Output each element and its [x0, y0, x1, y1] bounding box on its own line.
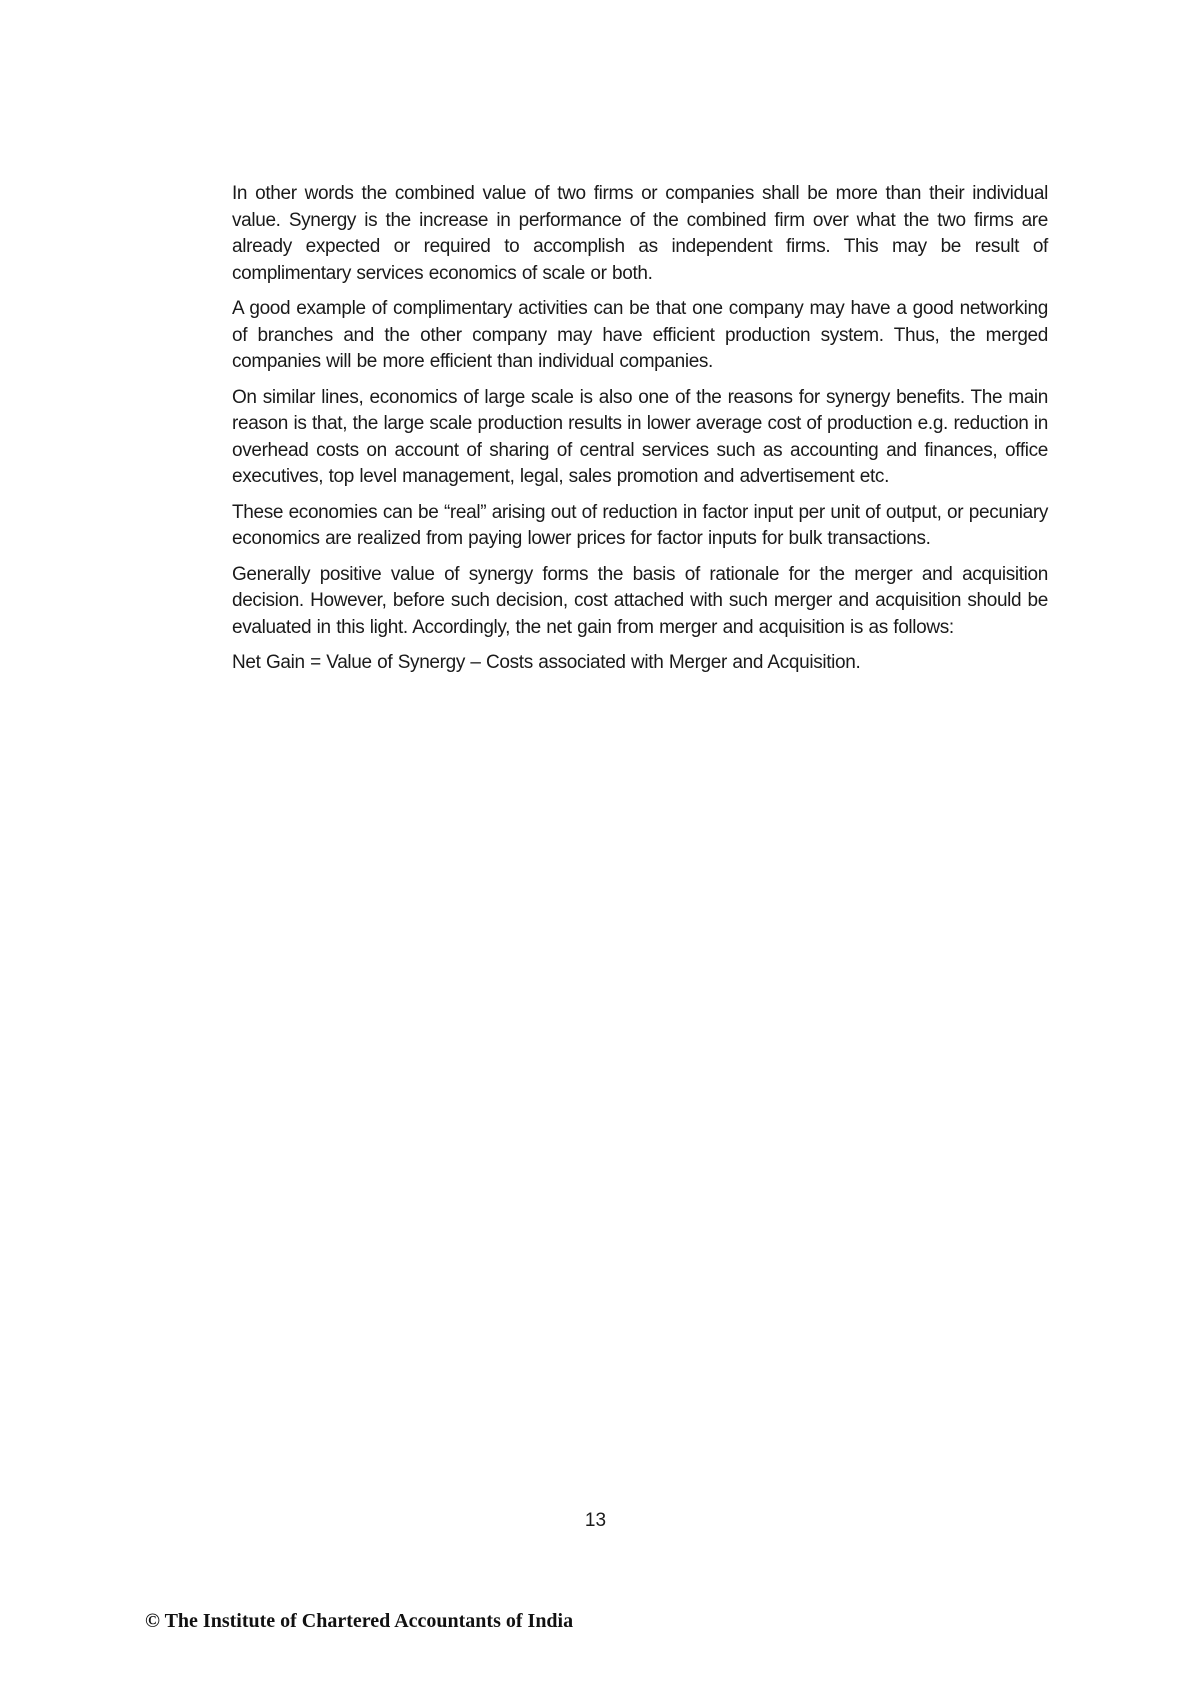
paragraph-complimentary-example: A good example of complimentary activities can be that one company may have a good networking of branches and the other company may have efficient production system. Thus, the merged companies will be more efficient than individual companies. — [232, 298, 1048, 372]
page-number: 13 — [584, 1510, 607, 1531]
paragraph-real-economies: These economies can be “real” arising out of reduction in factor input per unit of output, or pecuniary economics are realized from paying lower prices for factor inputs for bulk transactions. — [232, 501, 1048, 549]
paragraph-rationale: Generally positive value of synergy forms the basis of rationale for the merger and acquisition decision. However, before such decision, cost attached with such merger and acquisition should be evaluated in this light. Accordingly, the net gain from merger and acquisition is as follows: — [232, 563, 1048, 638]
body-text — [232, 181, 1048, 686]
paragraph-net-gain-formula: Net Gain = Value of Synergy – Costs associated with Merger and Acquisition. — [232, 652, 861, 673]
paragraph-synergy-definition: In other words the combined value of two firms or companies shall be more than their individual value. Synergy is the increase in performance of the combined firm over what the two firms are already expected or required to accomplish as independent firms. This may be result of complimentary services economics of scale or both. — [232, 183, 1048, 284]
copyright-footer: © The Institute of Chartered Accountants of India — [145, 1610, 574, 1632]
paragraph-economics-of-scale: On similar lines, economics of large scale is also one of the reasons for synergy benefits. The main reason is that, the large scale production results in lower average cost of production e.g. reduction in overhead costs on account of sharing of central services such as accounting and finances, office executives, top level management, legal, sales promotion and advertisement etc. — [232, 386, 1048, 487]
